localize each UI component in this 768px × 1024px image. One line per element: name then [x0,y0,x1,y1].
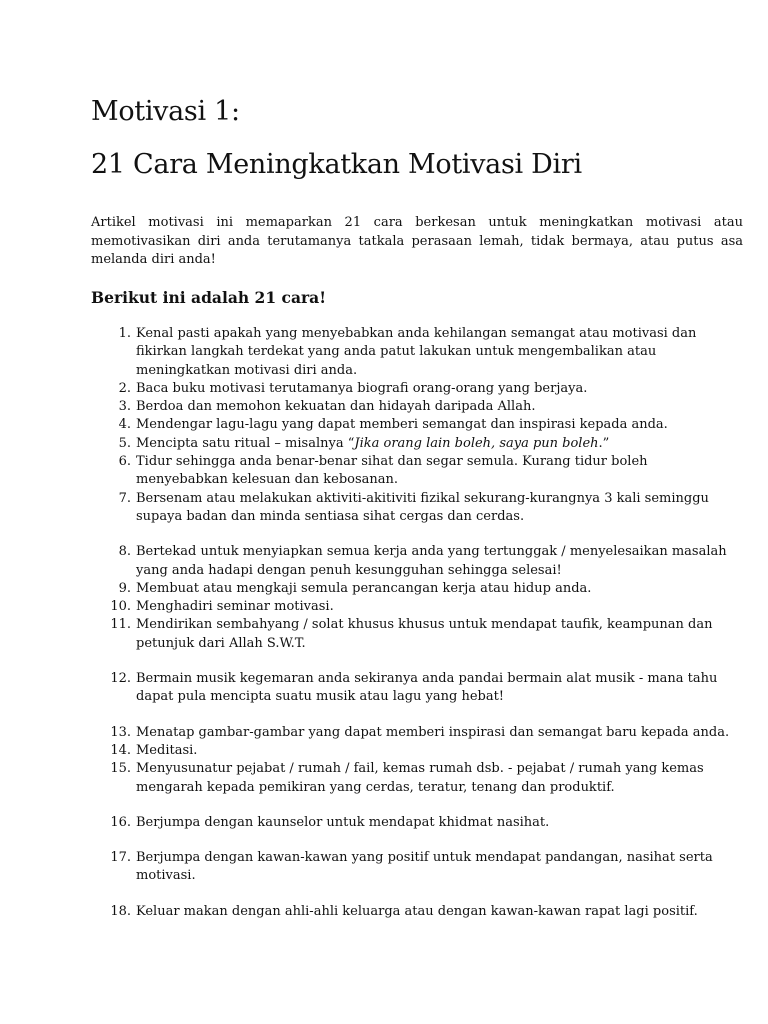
list-item [91,903,743,921]
item-number: 14. [110,742,131,758]
item-number: 2. [118,380,131,396]
item-text: Mendirikan sembahyang / solat khusus khusus untuk mendapat taufik, keampunan dan petunjuk dari Allah S.W.T. [136,617,713,651]
item-text: Kenal pasti apakah yang menyebabkan anda kehilangan semangat atau motivasi dan fikirkan langkah terdekat yang anda patut lakukan untuk mengembalikan atau meningkatkan motivasi diri anda. [136,326,697,378]
item-number: 9. [118,580,131,596]
item-text: Berjumpa dengan kaunselor untuk mendapat khidmat nasihat. [136,814,550,830]
item-text: Mendengar lagu-lagu yang dapat memberi semangat dan inspirasi kepada anda. [136,417,668,433]
list-item [91,814,743,832]
item-text: Menghadiri seminar motivasi. [136,599,334,615]
item-number: 5. [118,435,131,451]
item-text: Bertekad untuk menyiapkan semua kerja anda yang tertunggak / menyelesaikan masalah yang anda hadapi dengan penuh kesungguhan sehingga selesai! [136,544,727,578]
item-number: 10. [110,599,131,615]
intro-paragraph: Artikel motivasi ini memaparkan 21 cara berkesan untuk meningkatkan motivasi atau memotivasikan diri anda terutamanya tatkala perasaan lemah, tidak bermaya, atau putus asa melanda diri anda! [91,215,743,267]
item-text-before: Mencipta satu ritual – misalnya “ [136,435,355,451]
item-number: 8. [118,544,131,560]
list-item [91,616,743,653]
list-item [91,416,743,434]
list-item [91,543,743,580]
item-number: 17. [110,850,131,866]
tips-list [91,325,743,921]
list-item [91,580,743,598]
item-text-after: .” [598,435,610,451]
item-number: 3. [118,399,131,415]
item-text: Menyusunatur pejabat / rumah / fail, kemas rumah dsb. - pejabat / rumah yang kemas mengarah kepada pemikiran yang cerdas, teratur, tenang dan produktif. [136,761,704,795]
item-text: Menatap gambar-gambar yang dapat memberi inspirasi dan semangat baru kepada anda. [136,724,730,740]
item-text: Meditasi. [136,742,198,758]
list-item [91,435,743,453]
list-item [91,760,743,797]
list-item [91,849,743,886]
title-line-2: 21 Cara Meningkatkan Motivasi Diri [91,149,582,180]
item-text: Bersenam atau melakukan aktiviti-akitiviti fizikal sekurang-kurangnya 3 kali seminggu supaya badan dan minda sentiasa sihat cergas dan cerdas. [136,490,709,524]
item-number: 13. [110,724,131,740]
item-text: Membuat atau mengkaji semula perancangan kerja atau hidup anda. [136,580,592,596]
title-line-1: Motivasi 1: [91,96,240,127]
item-number: 4. [118,417,131,433]
item-text: Berjumpa dengan kawan-kawan yang positif untuk mendapat pandangan, nasihat serta motivasi. [136,850,713,884]
item-text: Berdoa dan memohon kekuatan dan hidayah daripada Allah. [136,399,536,415]
item-text-italic: Jika orang lain boleh, saya pun boleh [354,435,599,451]
list-item [91,670,743,707]
item-text: Baca buku motivasi terutamanya biografi orang-orang yang berjaya. [136,380,588,396]
item-number: 18. [110,903,131,919]
item-number: 12. [110,671,131,687]
item-text: Keluar makan dengan ahli-ahli keluarga atau dengan kawan-kawan rapat lagi positif. [136,903,698,919]
item-text: Bermain musik kegemaran anda sekiranya anda pandai bermain alat musik - mana tahu dapat pula mencipta suatu musik atau lagu yang hebat! [136,671,718,705]
list-item [91,453,743,490]
item-number: 6. [118,454,131,470]
item-number: 1. [118,326,131,341]
item-number: 11. [110,617,131,633]
item-text: Tidur sehingga anda benar-benar sihat dan segar semula. Kurang tidur boleh menyebabkan kelesuan dan kebosanan. [136,454,648,488]
list-item [91,724,743,742]
item-number: 7. [118,490,131,506]
list-item [91,398,743,416]
subheading: Berikut ini adalah 21 cara! [91,288,327,307]
list-item [91,380,743,398]
item-number: 16. [110,814,131,830]
item-text [136,436,609,451]
item-number: 15. [110,761,131,777]
list-item [91,325,743,380]
list-item [91,490,743,527]
list-item [91,742,743,760]
list-item [91,598,743,616]
